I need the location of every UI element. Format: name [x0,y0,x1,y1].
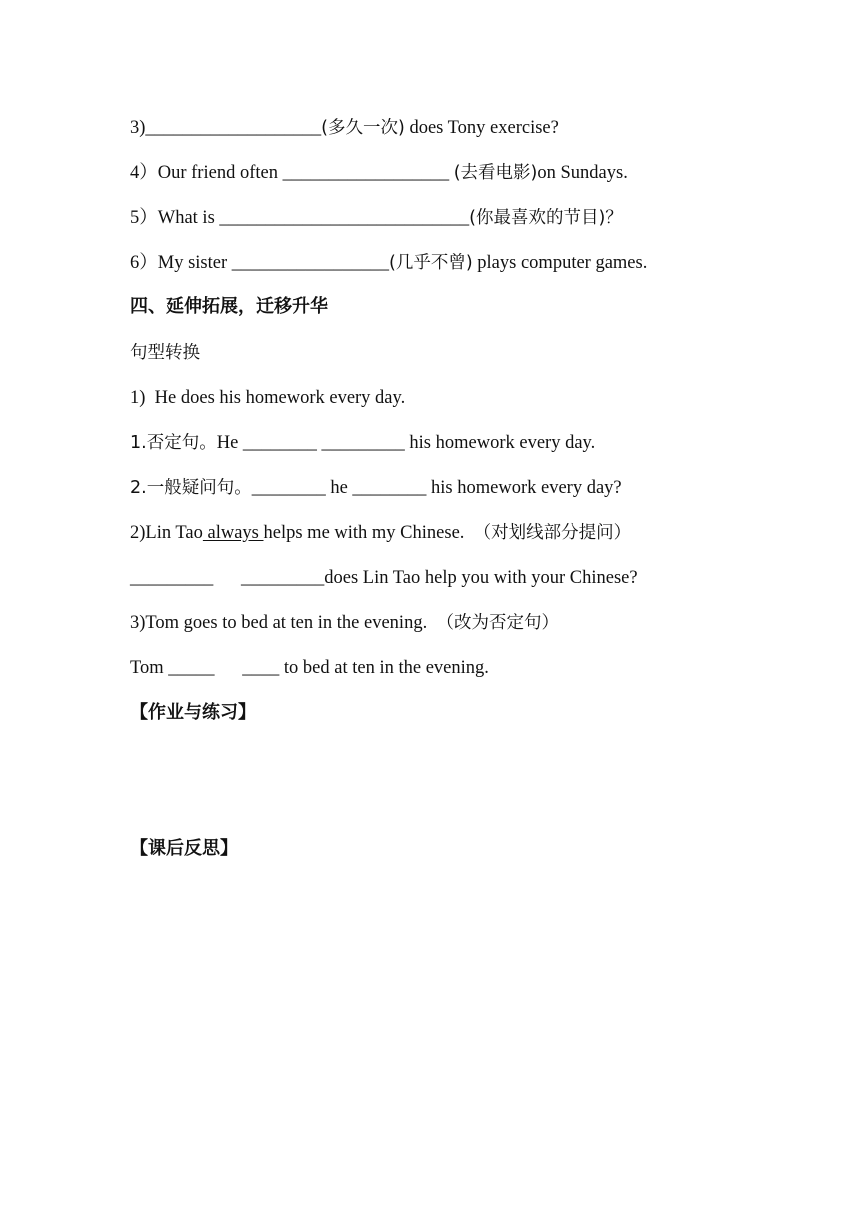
item-1-question-text: ________ he ________ his homework every day? [251,478,622,498]
item-3-text: 3)Tom goes to bed at ten in the evening. [130,613,437,633]
question-3-text: does Tony exercise? [404,118,559,138]
question-3 [130,116,559,140]
question-4-text: 4）Our friend often __________________ [130,163,454,183]
question-6-text: 6）My sister _________________ [130,253,390,273]
question-4-suffix: on Sundays. [537,163,628,183]
item-3-sentence [130,611,559,635]
item-1-negative [130,431,595,455]
item-2-prefix: 2)Lin Tao [130,523,203,543]
question-3-blank: 3)___________________ [130,118,322,138]
question-3-hint: (多久一次) [321,118,405,138]
item-2-sentence [130,521,631,545]
item-2-underlined-word: always [202,523,264,543]
section-4-heading: 四、延伸拓展，迁移升华 [130,296,328,317]
item-1-question-label: 2.一般疑问句。 [130,478,252,498]
item-1-negative-label: 1.否定句。 [130,433,217,453]
item-2-instruction: （对划线部分提问） [473,523,632,543]
question-5-hint: (你最喜欢的节目)？ [469,208,623,228]
reflection-heading: 【课后反思】 [130,838,238,859]
item-1-negative-text: He ________ _________ his homework every day. [216,433,596,453]
question-4 [130,161,628,185]
homework-heading: 【作业与练习】 [130,702,256,723]
item-2-suffix: helps me with my Chinese. [263,523,474,543]
question-6 [130,251,647,275]
question-6-suffix: plays computer games. [472,253,648,273]
item-2-answer: _________ _________does Lin Tao help you with your Chinese? [130,568,638,588]
item-3-instruction: （改为否定句） [436,613,559,633]
item-1-sentence: 1) He does his homework every day. [130,388,406,408]
item-3-answer: Tom _____ ____ to bed at ten in the evening. [130,658,489,678]
item-1-question [130,476,622,500]
question-5 [130,206,623,230]
section-4-subheading: 句型转换 [130,343,200,363]
question-6-hint: (几乎不曾) [389,253,473,273]
question-5-text: 5）What is ___________________________ [130,208,470,228]
question-4-hint: (去看电影) [453,163,538,183]
